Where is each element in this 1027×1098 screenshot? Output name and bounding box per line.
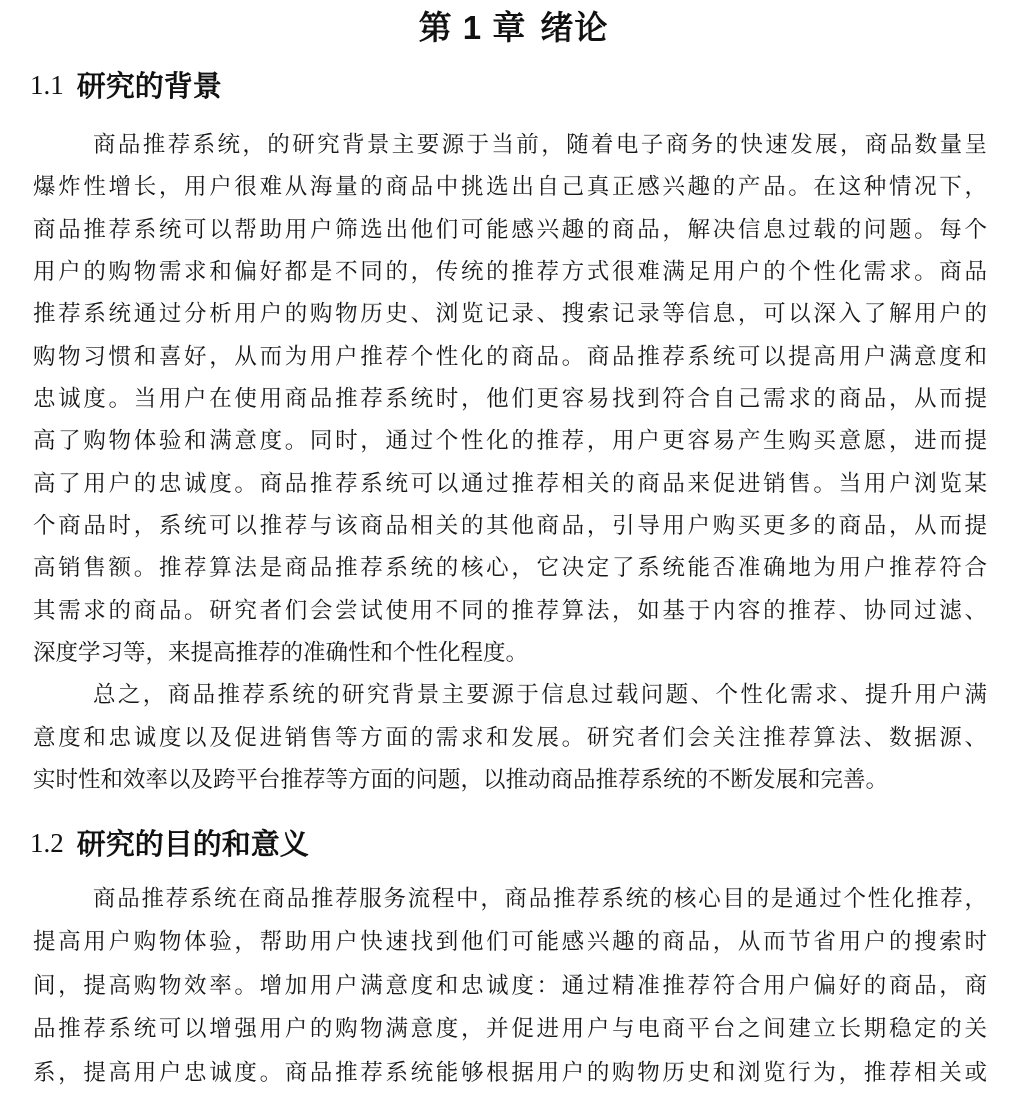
body-line: 品推荐系统可以增强用户的购物满意度，并促进用户与电商平台之间建立长期稳定的关 [33,1016,987,1042]
chapter-heading [0,6,1027,50]
chapter-title: 绪论 [540,9,609,46]
body-line: 商品推荐系统在商品推荐服务流程中，商品推荐系统的核心目的是通过个性化推荐， [93,886,987,911]
body-line: 高了购物体验和满意度。同时，通过个性化的推荐，用户更容易产生购买意愿，进而提 [33,428,987,454]
body-line: 意度和忠诚度以及促进销售等方面的需求和发展。研究者们会关注推荐算法、数据源、 [33,724,987,750]
body-line: 高了用户的忠诚度。商品推荐系统可以通过推荐相关的商品来促进销售。当用户浏览某 [33,470,987,496]
section-heading-1-1 [30,64,222,105]
section-1-1-body [33,124,987,801]
body-line: 个商品时，系统可以推荐与该商品相关的其他商品，引导用户购买更多的商品，从而提 [33,512,987,538]
body-line: 用户的购物需求和偏好都是不同的，传统的推荐方式很难满足用户的个性化需求。商品 [33,258,987,284]
section-1-2-body [33,877,987,1094]
body-line: 深度学习等，来提高推荐的准确性和个性化程度。 [33,639,529,665]
body-line: 忠诚度。当用户在使用商品推荐系统时，他们更容易找到符合自己需求的商品，从而提 [33,385,987,411]
body-line: 其需求的商品。研究者们会尝试使用不同的推荐算法，如基于内容的推荐、协同过滤、 [33,597,987,623]
body-line: 提高用户购物体验，帮助用户快速找到他们可能感兴趣的商品，从而节省用户的搜索时 [33,929,987,955]
body-line: 商品推荐系统，的研究背景主要源于当前，随着电子商务的快速发展，商品数量呈 [93,132,987,157]
section-heading-1-2 [30,822,309,863]
section-number: 1.1 [30,70,64,100]
body-line: 间，提高购物效率。增加用户满意度和忠诚度：通过精准推荐符合用户偏好的商品，商 [33,972,987,998]
body-line: 高销售额。推荐算法是商品推荐系统的核心，它决定了系统能否准确地为用户推荐符合 [33,555,987,581]
body-line: 商品推荐系统可以帮助用户筛选出他们可能感兴趣的商品，解决信息过载的问题。每个 [33,216,987,242]
chapter-number-label: 第 1 章 [418,9,527,46]
body-line: 购物习惯和喜好，从而为用户推荐个性化的商品。商品推荐系统可以提高用户满意度和 [33,343,987,369]
body-line: 爆炸性增长，用户很难从海量的商品中挑选出自己真正感兴趣的产品。在这种情况下， [33,174,987,200]
body-line: 总之，商品推荐系统的研究背景主要源于信息过载问题、个性化需求、提升用户满 [93,682,987,708]
body-line: 推荐系统通过分析用户的购物历史、浏览记录、搜索记录等信息，可以深入了解用户的 [33,301,987,327]
body-line: 系，提高用户忠诚度。商品推荐系统能够根据用户的购物历史和浏览行为，推荐相关或 [33,1059,987,1085]
section-title: 研究的目的和意义 [76,829,309,861]
body-line: 实时性和效率以及跨平台推荐等方面的问题，以推动商品推荐系统的不断发展和完善。 [33,766,889,792]
section-number: 1.2 [30,828,64,858]
section-title: 研究的背景 [76,71,222,103]
